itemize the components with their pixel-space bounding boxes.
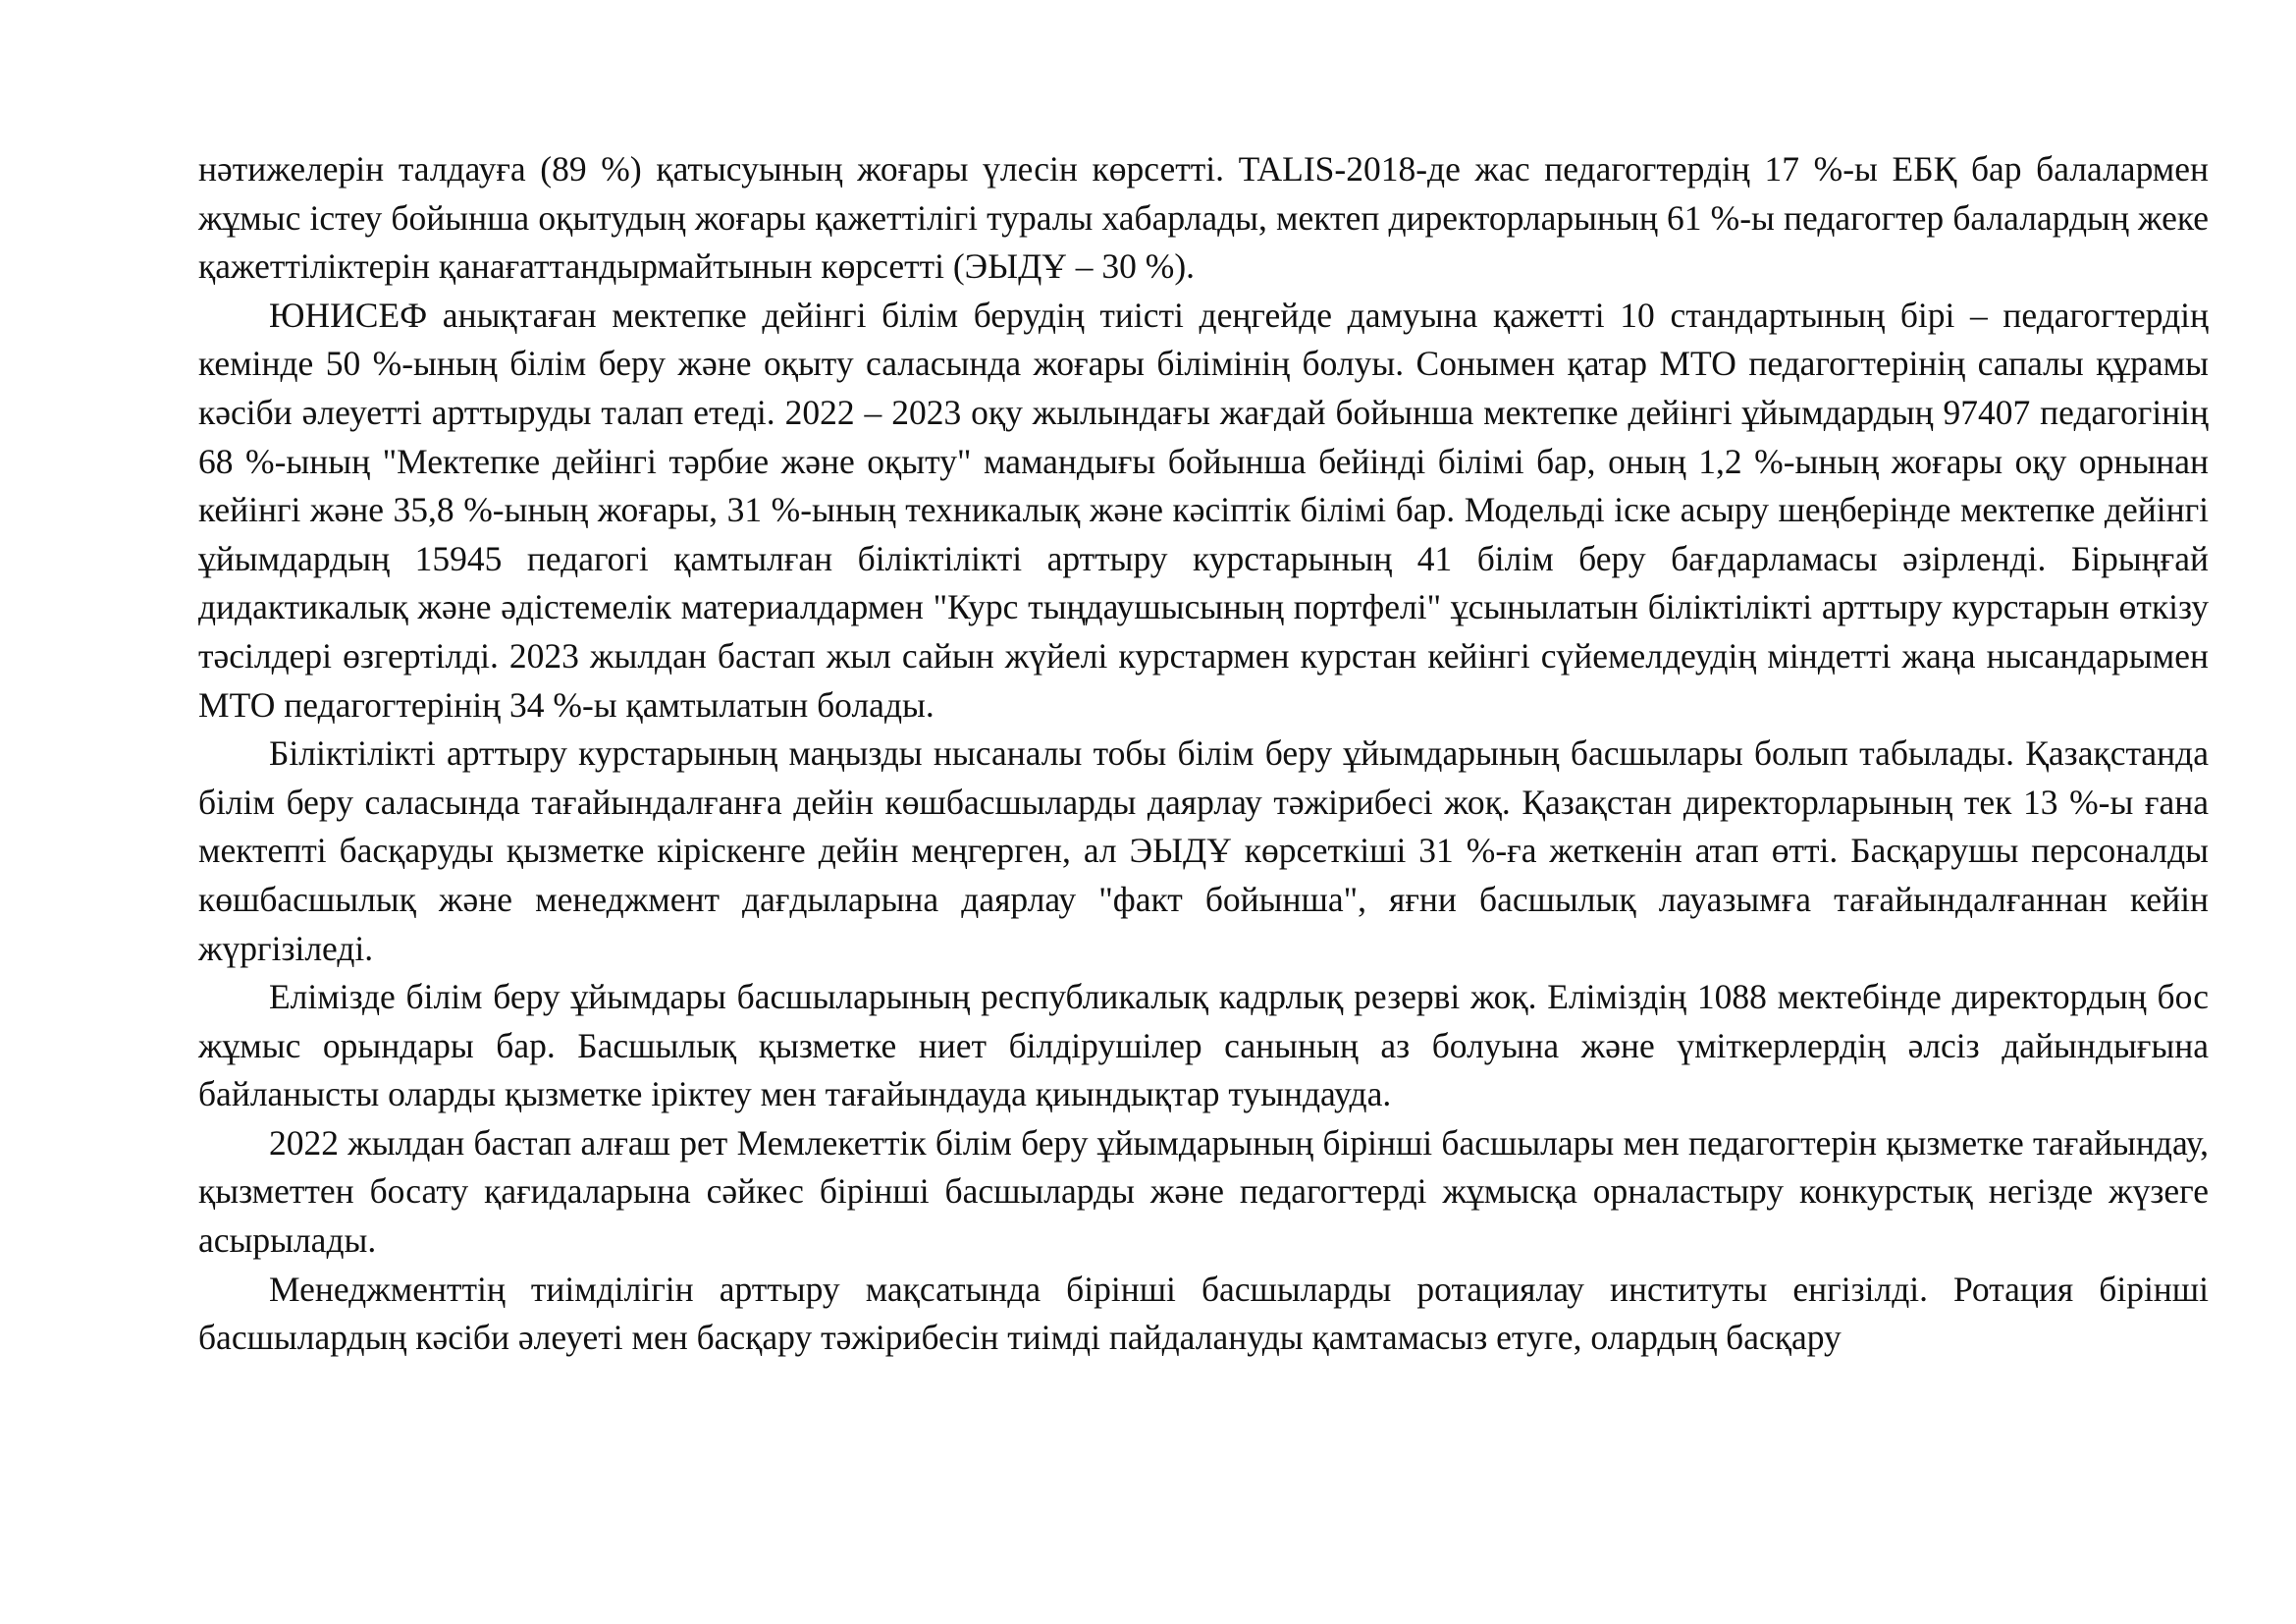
paragraph-talis-results: нәтижелерін талдауға (89 %) қатысуының жоғары үлесін көрсетті. TALIS-2018-де жас педагогтердің 17 %-ы ЕБҚ бар балалармен жұмыс істеу бойынша оқытудың жоғары қажеттілігі туралы хабарлады, мектеп директорларының 61 %-ы педагогтер балалардың жеке қажеттіліктерін қанағаттандырмайтынын көрсетті (ЭЫДҰ – 30 %). <box>198 149 2209 287</box>
paragraph-competitive-hiring: 2022 жылдан бастап алғаш рет Мемлекеттік білім беру ұйымдарының бірінші басшылары мен педагогтерін қызметке тағайындау, қызметтен босату қағидаларына сәйкес бірінші басшыларды және педагогтерді жұмысқа орналастыру конкурстық негізде жүзеге асырылады. <box>198 1122 2209 1261</box>
paragraph-rotation-institute: Менеджменттің тиімділігін арттыру мақсатында бірінші басшыларды ротациялау институты енгізілді. Ротация бірінші басшылардың кәсіби әлеуеті мен басқару тәжірибесін тиімді пайдалануды қамтамасыз етуге, олардың басқару <box>198 1269 2209 1358</box>
paragraph-personnel-reserve: Елімізде білім беру ұйымдары басшыларының республикалық кадрлық резерві жоқ. Еліміздің 1088 мектебінде директордың бос жұмыс орындары бар. Басшылық қызметке ниет білдірушілер санының аз болуына және үміткерлердің әлсіз дайындығына байланысты оларды қызметке іріктеу мен тағайындауда қиындықтар туындауда. <box>198 977 2209 1114</box>
paragraph-unicef-standards: ЮНИСЕФ анықтаған мектепке дейінгі білім берудің тиісті деңгейде дамуына қажетті 10 стандартының бірі – педагогтердің кемінде 50 %-ының білім беру және оқыту саласында жоғары білімінің болуы. Сонымен қатар МТО педагогтерінің сапалы құрамы кәсіби әлеуетті арттыруды талап етеді. 2022 – 2023 оқу жылындағы жағдай бойынша мектепке дейінгі ұйымдардың 97407 педагогінің 68 %-ының "Мектепке дейінгі тәрбие және оқыту" мамандығы бойынша бейінді білімі бар, оның 1,2 %-ының жоғары оқу орнынан кейінгі және 35,8 %-ының жоғары, 31 %-ының техникалық және кәсіптік білімі бар. Модельді іске асыру шеңберінде мектепке дейінгі ұйымдардың 15945 педагогі қамтылған біліктілікті арттыру курстарының 41 білім беру бағдарламасы әзірленді. Бірыңғай дидактикалық және әдістемелік материалдармен "Курс тыңдаушысының портфелі" ұсынылатын біліктілікті арттыру курстарын өткізу тәсілдері өзгертілді. 2023 жылдан бастап жыл сайын жүйелі курстармен курстан кейінгі сүйемелдеудің міндетті жаңа нысандарымен МТО педагогтерінің 34 %-ы қамтылатын болады. <box>198 295 2209 725</box>
paragraph-leader-training: Біліктілікті арттыру курстарының маңызды нысаналы тобы білім беру ұйымдарының басшылары болып табылады. Қазақстанда білім беру саласында тағайындалғанға дейін көшбасшыларды даярлау тәжірибесі жоқ. Қазақстан директорларының тек 13 %-ы ғана мектепті басқаруды қызметке кіріскенге дейін меңгерген, ал ЭЫДҰ көрсеткіші 31 %-ға жеткенін атап өтті. Басқарушы персоналды көшбасшылық және менеджмент дағдыларына даярлау "факт бойынша", яғни басшылық лауазымға тағайындалғаннан кейін жүргізіледі. <box>198 733 2209 968</box>
document-body <box>198 145 2209 1363</box>
